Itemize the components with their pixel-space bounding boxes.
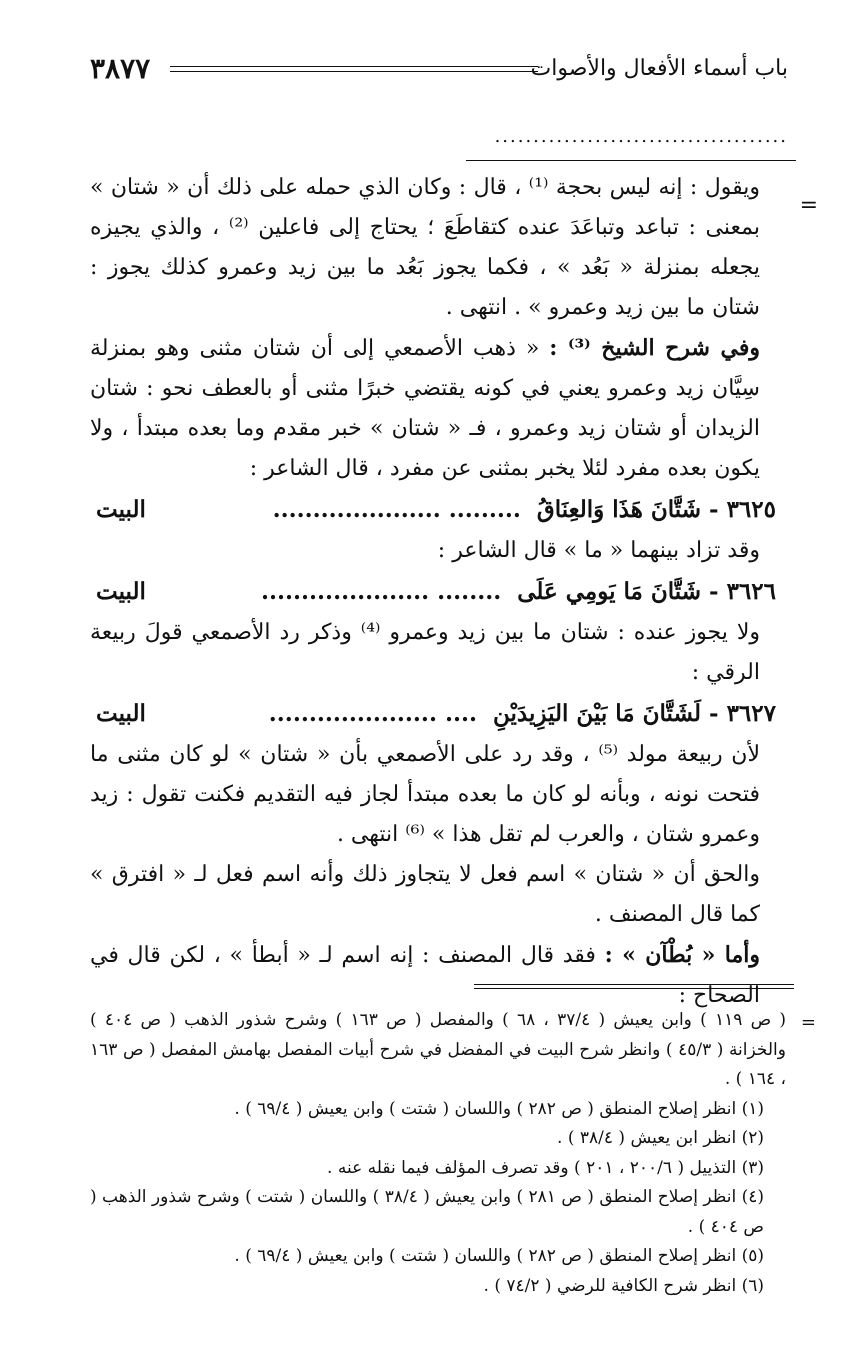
footnote-rule-double: [474, 988, 794, 989]
paragraph-7: [90, 935, 786, 1016]
verse-text: شَتَّانَ هَذَا وَالعِنَاقُ: [536, 496, 701, 523]
main-text: [90, 168, 818, 1016]
footnote-continuation-mark: =: [800, 1012, 816, 1033]
verse-end: البيت: [96, 496, 146, 523]
verse-number: ٣٦٢٧ -: [709, 700, 776, 727]
verse-text: لَشَتَّانَ مَا بَيْنَ اليَزِيدَيْنِ: [493, 700, 701, 727]
header-rule-double: [170, 71, 538, 72]
paragraph-7-text: فقد قال المصنف : إنه اسم لـ « أبطأ » ، لكن قال في الصحاح :: [90, 943, 760, 1008]
footnote-5: (٥) انظر إصلاح المنطق ( ص ٢٨٢ ) واللسان ( شتت ) وابن يعيش ( ٦٩/٤ ) .: [234, 1246, 764, 1266]
footnote-rule: [474, 984, 794, 985]
top-rule: [466, 160, 796, 161]
verse-end: البيت: [96, 578, 146, 605]
verse-3625: [90, 489, 786, 531]
verse-number: ٣٦٢٦ -: [709, 578, 776, 605]
page-number: ٣٨٧٧: [90, 52, 151, 85]
ellipsis-row: ......................................: [494, 126, 788, 147]
paragraph-6: والحق أن « شتان » اسم فعل لا يتجاوز ذلك وأنه اسم فعل لـ « افترق » كما قال المصنف .: [90, 862, 760, 927]
verse-end: البيت: [96, 700, 146, 727]
verse-dots: .... .....................: [268, 700, 477, 727]
verse-dots: ........ .....................: [261, 578, 502, 605]
paragraph-2-text: « ذهب الأصمعي إلى أن شتان مثنى وهو بمنزلة سِيَّان زيد وعمرو يعني في كونه يقتضي خبرًا مثنى أو بالعطف نحو : شتان الزيدان أو شتان زيد وعمرو ، فـ « شتان » خبر مقدم وما بعده مبتدأ ، ولا يكون بعده مفرد لئلا يخبر بمثنى عن مفرد ، قال الشاعر :: [90, 336, 760, 481]
footnote-4: (٤) انظر إصلاح المنطق ( ص ٢٨١ ) وابن يعيش ( ٣٨/٤ ) واللسان ( شتت ) وشرح شذور الذهب ( ص ٤٠٤ ) .: [90, 1187, 765, 1237]
paragraph-7-lead: وأما « بُطْآن » :: [604, 942, 760, 968]
page-header: [90, 52, 788, 98]
footnote-6: (٦) انظر شرح الكافية للرضي ( ٧٤/٢ ) .: [483, 1275, 764, 1296]
verse-3626: [90, 571, 786, 613]
verse-number: ٣٦٢٥ -: [709, 496, 776, 523]
chapter-title: باب أسماء الأفعال والأصوات: [530, 56, 788, 81]
verse-text: شَتَّانَ مَا يَومِي عَلَى: [517, 578, 701, 605]
paragraph-1: ويقول : إنه ليس بحجة ⁽¹⁾ ، قال : وكان الذي حمله على ذلك أن « شتان » بمعنى : تباعد وتباعَدَ عنده كتقاطَعَ ؛ يحتاج إلى فاعلين ⁽²⁾ ، والذي يجيزه يجعله بمنزلة « بَعُد » ، فكما يجوز بَعُد ما بين زيد وعمرو كذلك يجوز : شتان ما بين زيد وعمرو » . انتهى .: [90, 175, 760, 320]
paragraph-2-lead: وفي شرح الشيخ ⁽³⁾ :: [549, 335, 760, 361]
footnote-continued: ( ص ١١٩ ) وابن يعيش ( ٣٧/٤ ، ٦٨ ) والمفصل ( ص ١٦٣ ) وشرح شذور الذهب ( ص ٤٠٤ ) والخزانة ( ٤٥/٣ ) وانظر شرح البيت في المفضل في شرح أبيات المفصل بهامش المفصل ( ص ١٦٣ ، ١٦٤ ) .: [90, 1010, 786, 1089]
verse-dots: ......... .....................: [272, 496, 521, 523]
footnote-3: (٣) التذييل ( ٢٠٠/٦ ، ٢٠١ ) وقد تصرف المؤلف فيما نقله عنه .: [327, 1157, 764, 1178]
footnote-1: (١) انظر إصلاح المنطق ( ص ٢٨٢ ) واللسان ( شتت ) وابن يعيش ( ٦٩/٤ ) .: [234, 1098, 764, 1119]
paragraph-3: وقد تزاد بينهما « ما » قال الشاعر :: [437, 538, 760, 563]
footnote-2: (٢) انظر ابن يعيش ( ٣٨/٤ ) .: [557, 1128, 764, 1148]
footnotes: [90, 1006, 816, 1301]
paragraph-5: لأن ربيعة مولد ⁽⁵⁾ ، وقد رد على الأصمعي بأن « شتان » لو كان مثنى ما فتحت نونه ، وبأنه لو كان ما بعده مبتدأ لجاز فيه التقديم فكنت تقول : زيد وعمرو شتان ، والعرب لم تقل هذا » ⁽⁶⁾ انتهى .: [90, 742, 760, 847]
paragraph-4: ولا يجوز عنده : شتان ما بين زيد وعمرو ⁽⁴⁾ وذكر رد الأصمعي قولَ ربيعة الرقي :: [90, 620, 760, 685]
paragraph-2: [90, 328, 786, 489]
verse-3627: [90, 693, 786, 735]
header-rule: [170, 66, 538, 67]
continuation-mark: =: [799, 193, 818, 218]
